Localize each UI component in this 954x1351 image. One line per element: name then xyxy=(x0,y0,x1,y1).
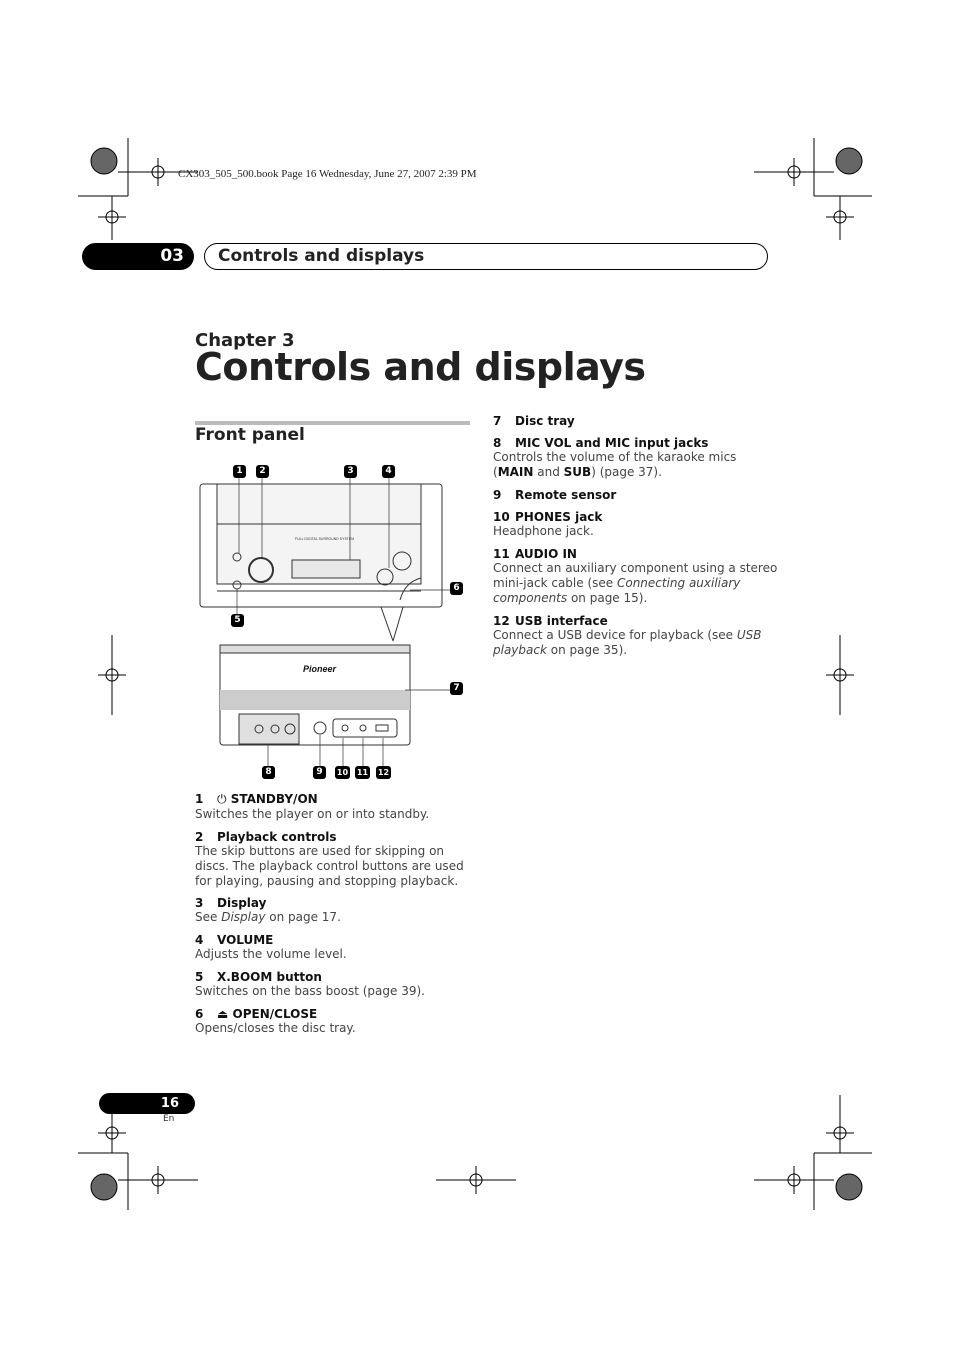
item-title: USB interface xyxy=(515,614,608,628)
callout-5: 5 xyxy=(231,614,244,627)
front-panel-diagram xyxy=(195,460,470,785)
item-number: 4 xyxy=(195,933,204,947)
callout-1: 1 xyxy=(233,465,246,478)
list-item xyxy=(195,970,470,999)
item-number: 2 xyxy=(195,830,204,844)
callout-7: 7 xyxy=(450,682,463,695)
list-item xyxy=(195,1007,470,1036)
item-title: STANDBY/ON xyxy=(230,792,318,806)
print-info: CX303_505_500.book Page 16 Wednesday, June 27, 2007 2:39 PM xyxy=(178,168,477,180)
chapter-label: Chapter 3 xyxy=(195,330,295,351)
list-item xyxy=(493,510,778,539)
item-number: 8 xyxy=(493,436,502,450)
item-title: MIC VOL and MIC input jacks xyxy=(515,436,709,450)
item-desc: Switches on the bass boost (page 39). xyxy=(195,984,425,998)
item-number: 3 xyxy=(195,896,204,910)
list-item xyxy=(195,933,470,962)
list-item xyxy=(493,547,778,606)
chapter-tab-number: 03 xyxy=(82,243,194,270)
item-desc: Headphone jack. xyxy=(493,524,594,538)
section-title: Front panel xyxy=(195,425,305,445)
item-desc: Connect an auxiliary component using a stereo mini-jack cable (see Connecting auxiliary components on page 15). xyxy=(493,561,778,605)
callout-9: 9 xyxy=(313,766,326,779)
panel-strip-text: FULL DIGITAL SURROUND SYSTEM xyxy=(295,537,355,541)
eject-icon: ⏏ xyxy=(217,1007,229,1021)
item-number: 5 xyxy=(195,970,204,984)
item-number: 9 xyxy=(493,488,502,502)
item-title: Playback controls xyxy=(217,830,337,844)
list-item xyxy=(195,830,470,889)
language-label: En xyxy=(163,1114,175,1124)
item-list-right xyxy=(493,414,778,658)
item-desc: See Display on page 17. xyxy=(195,910,341,924)
item-title: Remote sensor xyxy=(515,488,617,502)
item-number: 6 xyxy=(195,1007,204,1021)
callout-11: 11 xyxy=(356,768,369,777)
list-item xyxy=(493,614,778,658)
item-desc: Controls the volume of the karaoke mics (MAIN and SUB) (page 37). xyxy=(493,450,737,479)
item-number: 11 xyxy=(493,547,510,561)
callout-8: 8 xyxy=(262,766,275,779)
item-title: AUDIO IN xyxy=(515,547,577,561)
item-desc: Switches the player on or into standby. xyxy=(195,807,430,821)
item-number: 12 xyxy=(493,614,510,628)
item-desc: Adjusts the volume level. xyxy=(195,947,347,961)
list-item xyxy=(493,414,778,428)
list-item xyxy=(493,436,778,480)
callout-6: 6 xyxy=(450,582,463,595)
item-title: PHONES jack xyxy=(515,510,603,524)
item-number: 10 xyxy=(493,510,510,524)
item-number: 7 xyxy=(493,414,502,428)
chapter-tab-title: Controls and displays xyxy=(204,243,768,270)
callout-10: 10 xyxy=(336,768,349,777)
page-title: Controls and displays xyxy=(195,345,646,389)
callout-2: 2 xyxy=(256,465,269,478)
item-desc: Connect a USB device for playback (see USB playback on page 35). xyxy=(493,628,762,657)
list-item xyxy=(195,792,470,822)
item-title: Display xyxy=(217,896,267,910)
callout-3: 3 xyxy=(344,465,357,478)
page-number: 16 xyxy=(99,1093,195,1114)
list-item xyxy=(493,488,778,502)
list-item xyxy=(195,896,470,925)
callout-4: 4 xyxy=(382,465,395,478)
item-desc: The skip buttons are used for skipping on discs. The playback control buttons are used for playing, pausing and stopping playback. xyxy=(195,844,464,888)
item-title: VOLUME xyxy=(217,933,274,947)
item-list-left xyxy=(195,792,470,1036)
brand-logo: Pioneer xyxy=(303,664,337,674)
item-title: Disc tray xyxy=(515,414,575,428)
item-title: X.BOOM button xyxy=(217,970,322,984)
item-title: OPEN/CLOSE xyxy=(232,1007,318,1021)
callout-12: 12 xyxy=(377,768,390,777)
item-number: 1 xyxy=(195,792,204,806)
power-icon: ⏻ xyxy=(217,792,227,806)
item-desc: Opens/closes the disc tray. xyxy=(195,1021,356,1035)
